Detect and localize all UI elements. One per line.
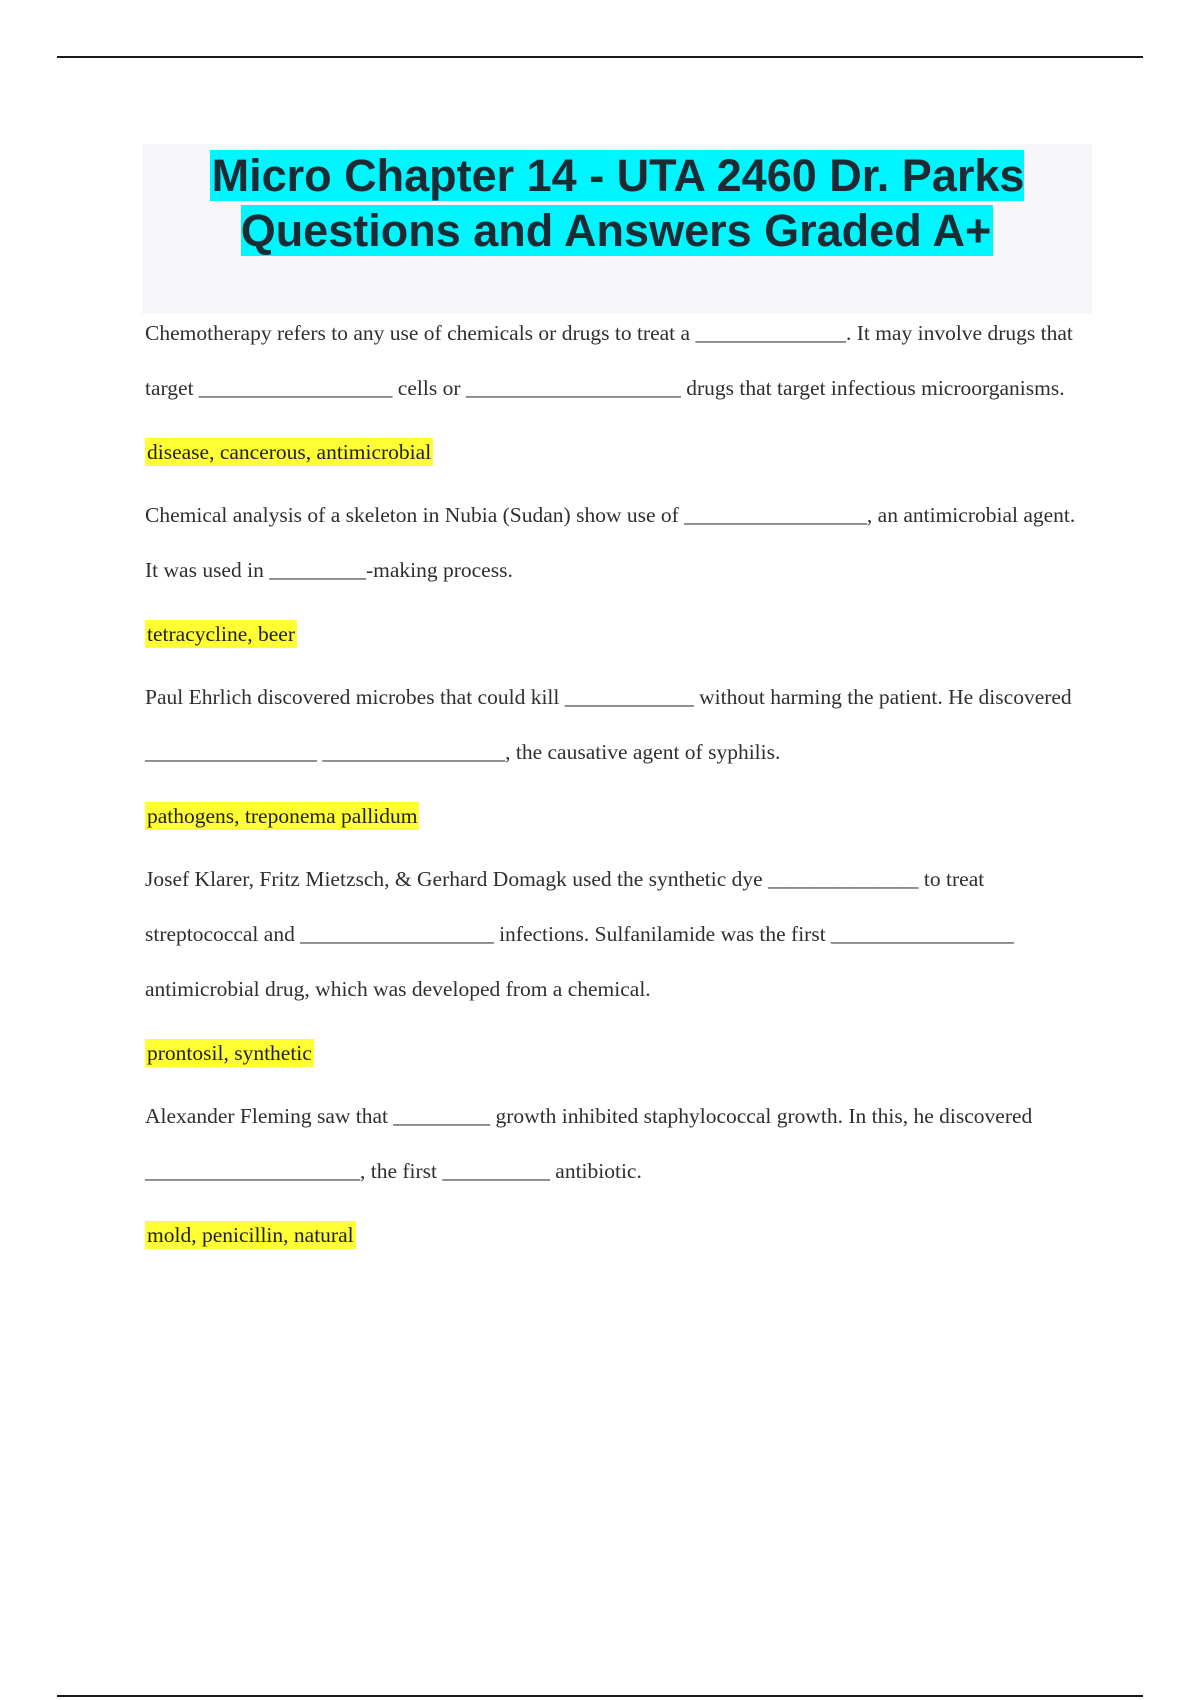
answer-1 (145, 434, 1090, 470)
question-5: Alexander Fleming saw that _________ growth inhibited staphylococcal growth. In this, he discovered ____________________, the first __________ antibiotic. (145, 1104, 1033, 1183)
answer-1-highlight: disease, cancerous, antimicrobial (147, 440, 432, 464)
answer-3-highlight: pathogens, treponema pallidum (147, 804, 418, 828)
answer-4-highlight: prontosil, synthetic (147, 1041, 312, 1065)
title-block (142, 144, 1092, 314)
answer-5 (145, 1217, 1090, 1253)
answer-2 (145, 616, 1090, 652)
bottom-rule (57, 1695, 1143, 1697)
qa-list (145, 306, 1090, 1271)
qa-item-4 (145, 852, 1090, 1071)
document-title-text: Micro Chapter 14 - UTA 2460 Dr. Parks Questions and Answers Graded A+ (211, 150, 1025, 256)
qa-item-3 (145, 670, 1090, 834)
answer-4 (145, 1035, 1090, 1071)
document-title (142, 144, 1092, 258)
question-2: Chemical analysis of a skeleton in Nubia (Sudan) show use of _________________, an antimicrobial agent. It was used in _________-making process. (145, 503, 1076, 582)
qa-item-2 (145, 488, 1090, 652)
question-3: Paul Ehrlich discovered microbes that could kill ____________ without harming the patient. He discovered ________________ _________________, the causative agent of syphilis. (145, 685, 1072, 764)
answer-5-highlight: mold, penicillin, natural (147, 1223, 354, 1247)
answer-3 (145, 798, 1090, 834)
question-4: Josef Klarer, Fritz Mietzsch, & Gerhard Domagk used the synthetic dye ______________ to treat streptococcal and __________________ infections. Sulfanilamide was the first _________________ antimicrobial drug, which was developed from a chemical. (145, 867, 1014, 1001)
qa-item-1 (145, 306, 1090, 470)
answer-2-highlight: tetracycline, beer (147, 622, 296, 646)
qa-item-5 (145, 1089, 1090, 1253)
top-rule (57, 56, 1143, 58)
question-1: Chemotherapy refers to any use of chemicals or drugs to treat a ______________. It may involve drugs that target __________________ cells or ____________________ drugs that target infectious microorganisms. (145, 321, 1073, 400)
